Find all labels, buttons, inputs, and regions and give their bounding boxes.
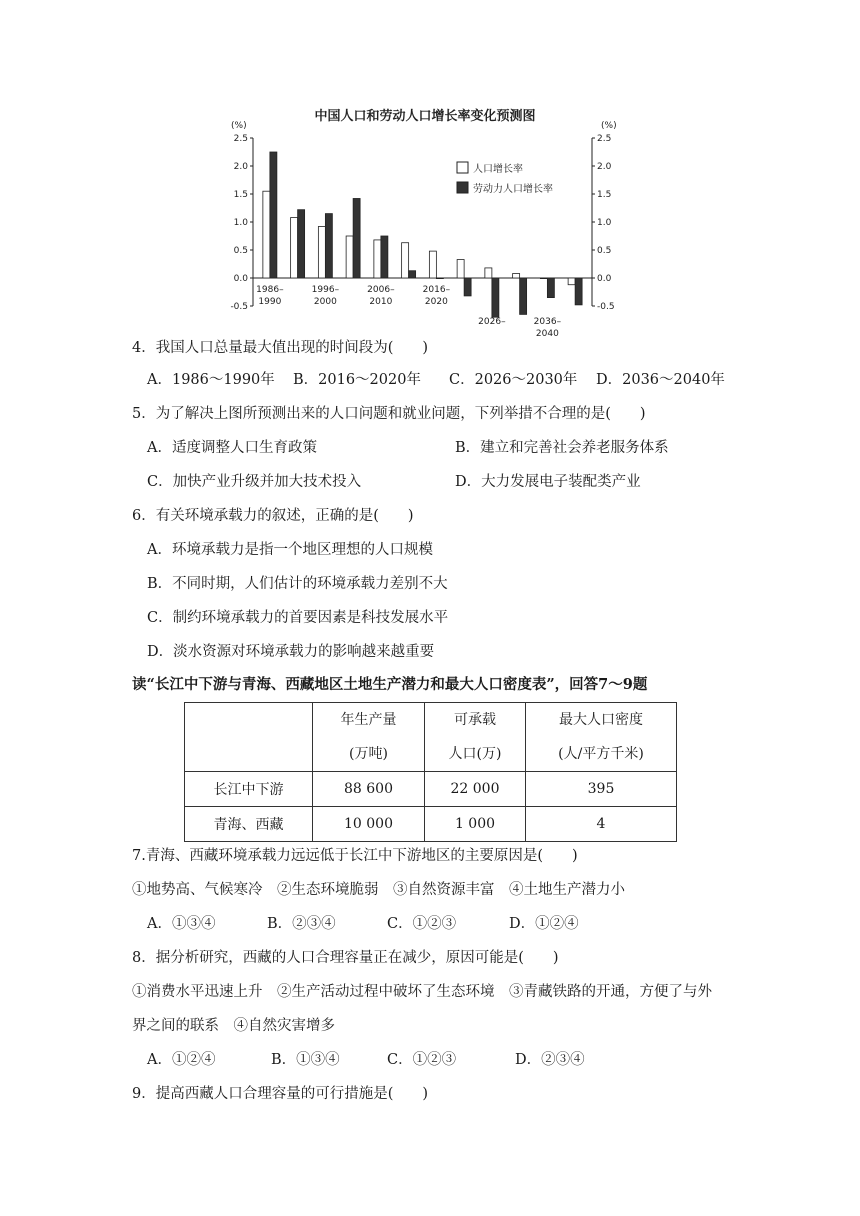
left-tick-label: 1.5 [233,190,248,200]
right-tick-label: 2.0 [597,162,612,172]
header-output-line2: (万吨) [349,746,388,762]
bar-population-growth [429,251,436,278]
table-intro: 读“长江中下游与青海、西藏地区土地生产潜力和最大人口密度表”，回答7～9题 [132,676,648,693]
row2-density: 4 [526,807,677,842]
header-density-line1: 最大人口密度 [559,712,643,728]
x-tick-label-top: 1996– [311,285,340,295]
q4-option-c: C．2026～2030年 [449,372,578,388]
table-row [185,807,677,842]
q8-stem: 8．据分析研究，西藏的人口合理容量正在减少，原因可能是( ) [132,950,559,966]
legend-swatch-labor [457,182,468,193]
row1-region: 长江中下游 [185,772,313,807]
left-axis-unit: (%) [231,121,247,131]
right-axis-unit: (%) [601,121,617,131]
row1-density: 395 [526,772,677,807]
right-tick-label: 1.5 [597,190,612,200]
right-tick-label: 1.0 [597,218,612,228]
q5-option-b: B．建立和完善社会养老服务体系 [455,440,669,456]
table-header-output [313,703,425,772]
q8-option-d: D．②③④ [515,1052,585,1068]
bar-population-growth [540,278,547,279]
q7-option-d: D．①②④ [509,916,579,932]
x-tick-label-top: 2016– [422,285,451,295]
bar-population-growth [568,278,575,285]
left-tick-label: -0.5 [230,302,248,312]
chart-svg [225,100,625,339]
left-tick-label: 2.0 [233,162,248,172]
header-density-line2: (人/平方千米) [558,746,644,762]
right-tick-label: 0.5 [597,246,612,256]
x-tick-label-top: 2026– [478,317,506,327]
row1-capacity: 22 000 [425,772,526,807]
q7-stem: 7.青海、西藏环境承载力远远低于长江中下游地区的主要原因是( ) [132,848,578,864]
q6-stem: 6．有关环境承载力的叙述，正确的是( ) [132,508,414,524]
q7-option-b: B．②③④ [267,916,336,932]
q9-stem: 9．提高西藏人口合理容量的可行措施是( ) [132,1086,429,1102]
q6-option-c: C．制约环境承载力的首要因素是科技发展水平 [147,610,449,626]
left-tick-label: 1.0 [233,218,248,228]
bar-population-growth [263,191,270,278]
q7-option-c: C．①②③ [387,916,457,932]
q5-option-d: D．大力发展电子装配类产业 [455,474,641,490]
left-tick-label: 0.0 [233,274,248,284]
table-header-density [526,703,677,772]
q4-option-b: B．2016～2020年 [293,372,421,388]
bar-population-growth [374,240,381,278]
bar-labor-growth [464,278,471,296]
q5-option-a: A．适度调整人口生育政策 [147,440,317,456]
table-row [185,772,677,807]
table-header-row [185,703,677,772]
population-density-table [184,702,677,842]
table-corner-cell [185,703,313,772]
bar-labor-growth [409,271,416,278]
q8-option-c: C．①②③ [387,1052,457,1068]
right-tick-label: 0.0 [597,274,612,284]
bar-labor-growth [575,278,582,305]
bar-labor-growth [325,214,332,278]
legend-label-population: 人口增长率 [473,164,523,175]
q6-option-b: B．不同时期，人们估计的环境承载力差别不大 [147,576,448,592]
q4-stem: 4．我国人口总量最大值出现的时间段为( ) [132,340,429,356]
left-tick-label: 0.5 [233,246,248,256]
q5-option-c: C．加快产业升级并加大技术投入 [147,474,362,490]
row2-output: 10 000 [313,807,425,842]
bar-labor-growth [436,278,443,279]
right-tick-label: 2.5 [597,134,612,144]
row2-capacity: 1 000 [425,807,526,842]
x-tick-label-bottom: 1990 [258,297,282,307]
x-tick-label-top: 1986– [256,285,284,295]
row1-output: 88 600 [313,772,425,807]
bar-population-growth [402,243,409,278]
q7-option-a: A．①③④ [147,916,216,932]
q6-option-a: A．环境承载力是指一个地区理想的人口规模 [147,542,433,558]
bar-population-growth [291,218,298,278]
q7-items: ①地势高、气候寒冷 ②生态环境脆弱 ③自然资源丰富 ④土地生产潜力小 [132,882,625,898]
legend-swatch-population [457,162,468,173]
legend-label-labor: 劳动力人口增长率 [473,184,553,195]
bar-labor-growth [298,210,305,278]
left-tick-label: 2.5 [233,134,248,144]
q8-option-b: B．①③④ [271,1052,340,1068]
right-tick-label: -0.5 [597,302,615,312]
q6-option-d: D．淡水资源对环境承载力的影响越来越重要 [147,644,435,660]
bar-labor-growth [492,278,499,317]
q4-option-d: D．2036～2040年 [596,372,725,388]
q8-option-a: A．①②④ [147,1052,216,1068]
bar-population-growth [513,274,520,278]
bar-labor-growth [547,278,554,298]
table-header-capacity [425,703,526,772]
bar-population-growth [457,260,464,278]
bar-population-growth [318,226,325,278]
bar-labor-growth [270,152,277,278]
x-tick-label-bottom: 2010 [369,297,393,307]
row2-region: 青海、西藏 [185,807,313,842]
header-capacity-line1: 可承载 [454,712,496,728]
header-capacity-line2: 人口(万) [448,746,502,762]
x-tick-label-bottom: 2000 [313,297,337,307]
chart-legend [457,162,553,195]
bar-labor-growth [381,236,388,278]
bar-population-growth [346,236,353,278]
x-tick-label-bottom: 2040 [535,329,559,339]
x-tick-label-bottom: 2020 [424,297,448,307]
chart-title: 中国人口和劳动人口增长率变化预测图 [314,109,536,124]
q5-stem: 5．为了解决上图所预测出来的人口问题和就业问题，下列举措不合理的是( ) [132,406,646,422]
q8-items-line1: ①消费水平迅速上升 ②生产活动过程中破坏了生态环境 ③青藏铁路的开通，方便了与外 [132,984,712,1000]
q4-option-a: A．1986～1990年 [147,372,275,388]
q8-items-line2: 界之间的联系 ④自然灾害增多 [132,1018,335,1034]
bar-labor-growth [520,278,527,314]
header-output-line1: 年生产量 [340,712,397,728]
bar-population-growth [485,268,492,278]
x-tick-label-top: 2036– [533,317,562,327]
bar-labor-growth [353,198,360,278]
x-tick-label-top: 2006– [367,285,395,295]
population-growth-chart [225,100,625,339]
